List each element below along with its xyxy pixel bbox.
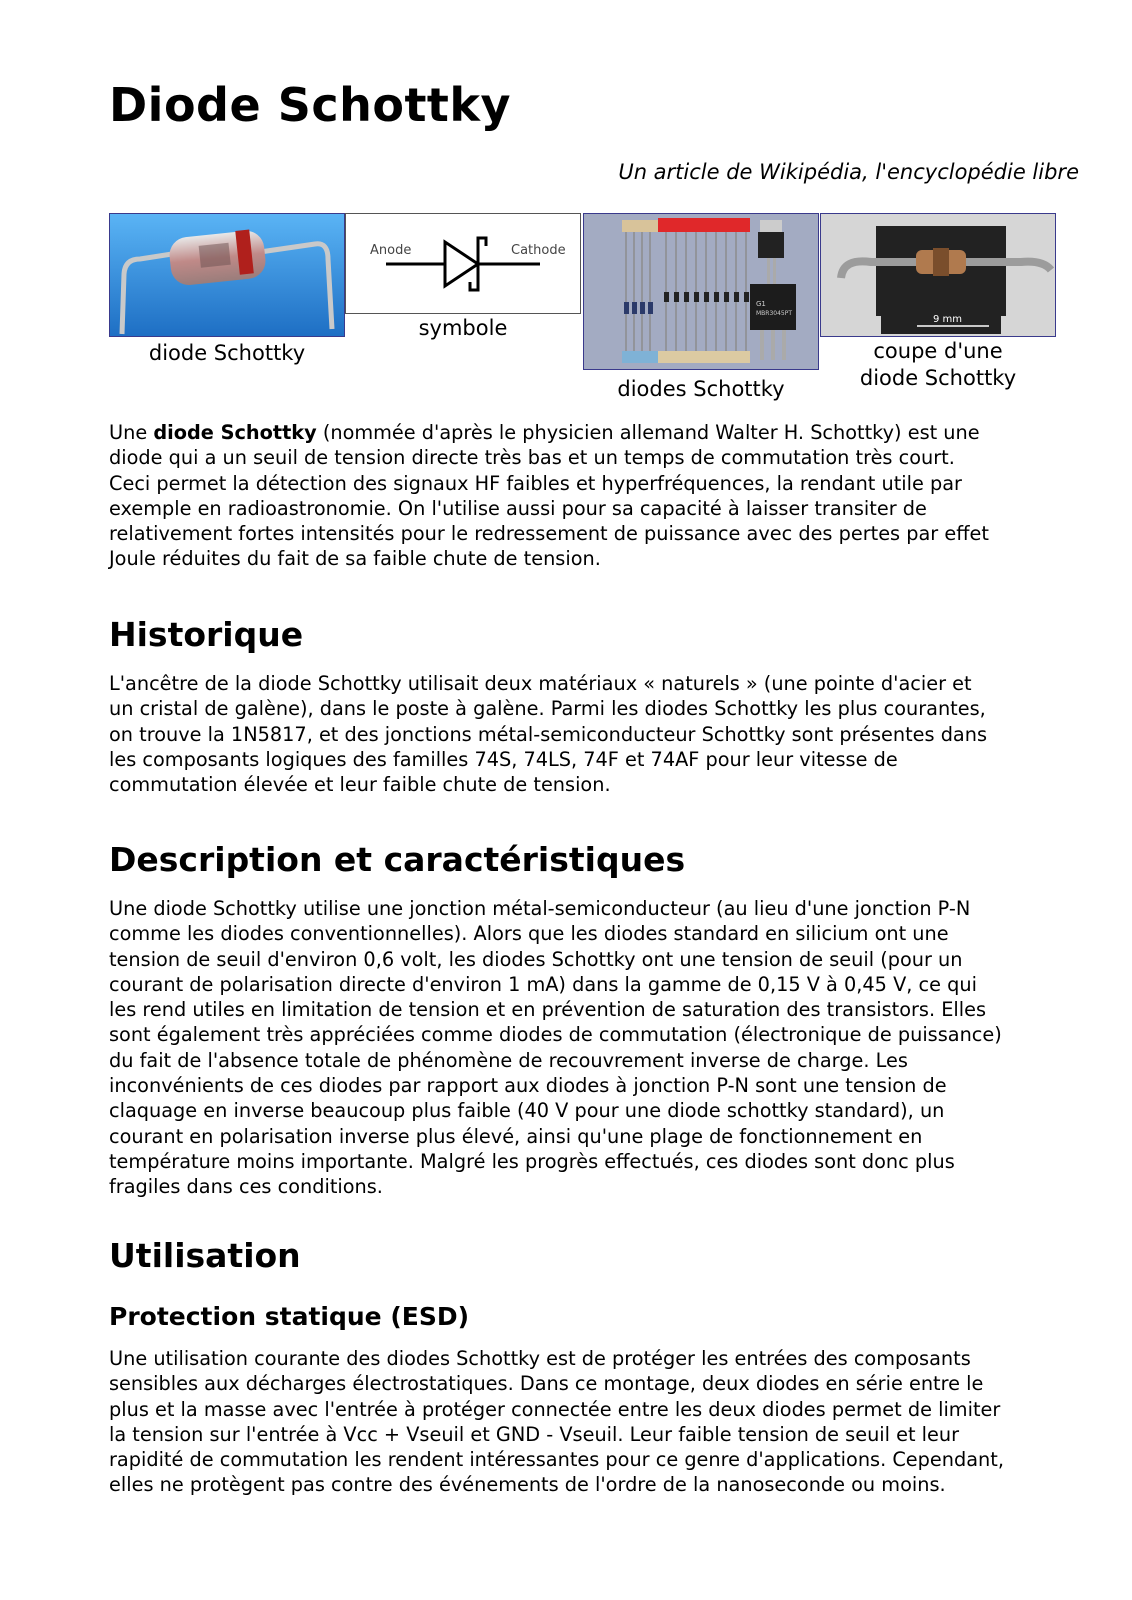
anode-label: Anode bbox=[370, 243, 412, 258]
glass-diode-photo-icon[interactable] bbox=[109, 213, 345, 337]
intro-line: relativement fortes intensités pour le redressement de puissance avec des pertes par effet bbox=[109, 522, 989, 546]
paragraph-line: courant de polarisation directe d'environ 1 mA) dans la gamme de 0,15 V à 0,45 V, ce qui bbox=[109, 972, 977, 996]
figure-caption bbox=[820, 338, 1056, 392]
section-heading-description: Description et caractéristiques bbox=[109, 840, 686, 879]
paragraph-line: on trouve la 1N5817, et des jonctions métal-semiconducteur Schottky sont présentes dans bbox=[109, 722, 988, 746]
diode-symbol-icon[interactable] bbox=[345, 213, 581, 314]
figure-cross-section bbox=[820, 213, 1056, 392]
paragraph-line: fragiles dans ces conditions. bbox=[109, 1175, 383, 1199]
scale-label: 9 mm bbox=[933, 314, 963, 325]
paragraph-line: Une utilisation courante des diodes Schottky est de protéger les entrées des composants bbox=[109, 1347, 971, 1370]
page-subtitle: Un article de Wikipédia, l'encyclopédie libre bbox=[618, 160, 1079, 184]
intro-paragraph bbox=[109, 420, 1079, 572]
figure-caption-line: coupe d'une bbox=[873, 339, 1003, 363]
package-marking-2: MBR3045PT bbox=[756, 310, 793, 317]
paragraph-line: L'ancêtre de la diode Schottky utilisait deux matériaux « naturels » (une pointe d'acier et bbox=[109, 672, 972, 695]
paragraph-line: température moins importante. Malgré les progrès effectués, ces diodes sont donc plus bbox=[109, 1149, 955, 1173]
intro-rest: (nommée d'après le physicien allemand Walter H. Schottky) est une bbox=[316, 421, 980, 444]
intro-prefix: Une bbox=[109, 421, 154, 444]
page-title: Diode Schottky bbox=[109, 78, 511, 132]
figure-diodes-assortment bbox=[583, 213, 819, 403]
figure-diode-symbol bbox=[345, 213, 581, 342]
paragraph-line: claquage en inverse beaucoup plus faible (40 V pour une diode schottky standard), un bbox=[109, 1099, 945, 1123]
paragraph-line: plus et la masse avec l'entrée à protéger connectée entre les deux diodes permet de limiter bbox=[109, 1397, 1001, 1421]
intro-line: Joule réduites du fait de sa faible chute de tension. bbox=[109, 547, 601, 571]
paragraph-line: inconvénients de ces diodes par rapport aux diodes à jonction P-N sont une tension de bbox=[109, 1074, 947, 1098]
figure-caption: diode Schottky bbox=[148, 341, 306, 365]
paragraph-line: commutation élevée et leur faible chute de tension. bbox=[109, 773, 611, 797]
figure-diode-photo bbox=[109, 213, 345, 367]
paragraph-line: courant en polarisation inverse plus élevé, ainsi qu'une plage de fonctionnement en bbox=[109, 1124, 923, 1148]
paragraph-line: sensibles aux décharges électrostatiques. Dans ce montage, deux diodes en série entre le bbox=[109, 1372, 984, 1396]
intro-line: diode qui a un seuil de tension directe très bas et un temps de commutation très court. bbox=[109, 446, 955, 470]
intro-line: exemple en radioastronomie. On l'utilise aussi pour sa capacité à laisser transiter de bbox=[109, 496, 927, 520]
diode-cross-section-photo-icon[interactable] bbox=[820, 213, 1056, 337]
utilisation-paragraph bbox=[109, 1346, 1079, 1498]
paragraph-line: Une diode Schottky utilise une jonction métal-semiconducteur (au lieu d'une jonction P-N bbox=[109, 897, 971, 920]
paragraph-line: comme les diodes conventionnelles). Alors que les diodes standard en silicium ont une bbox=[109, 922, 949, 946]
section-heading-historique: Historique bbox=[109, 615, 304, 654]
intro-term: diode Schottky bbox=[153, 421, 317, 444]
paragraph-line: la tension sur l'entrée à Vcc + Vseuil et GND - Vseuil. Leur faible tension de seuil et leur bbox=[109, 1422, 960, 1446]
historique-paragraph bbox=[109, 671, 1079, 797]
subsection-heading-esd: Protection statique (ESD) bbox=[109, 1302, 470, 1331]
paragraph-line: tension de seuil d'environ 0,6 volt, les diodes Schottky ont une tension de seuil (pour un bbox=[109, 947, 963, 971]
figure-caption: symbole bbox=[418, 316, 508, 340]
paragraph-line: sont également très appréciées comme diodes de commutation (électronique de puissance) bbox=[109, 1023, 1002, 1047]
figure-caption: diodes Schottky bbox=[617, 377, 785, 401]
paragraph-line: les composants logiques des familles 74S, 74LS, 74F et 74AF pour leur vitesse de bbox=[109, 747, 898, 771]
description-paragraph bbox=[109, 896, 1079, 1200]
paragraph-line: elles ne protègent pas contre des événements de l'ordre de la nanoseconde ou moins. bbox=[109, 1473, 946, 1497]
section-heading-utilisation: Utilisation bbox=[109, 1236, 301, 1275]
intro-line: Ceci permet la détection des signaux HF faibles et hyperfréquences, la rendant utile par bbox=[109, 471, 962, 495]
package-marking-1: G1 bbox=[756, 300, 766, 308]
diode-assortment-photo-icon[interactable] bbox=[583, 213, 819, 370]
paragraph-line: du fait de l'absence totale de phénomène de recouvrement inverse de charge. Les bbox=[109, 1048, 908, 1072]
paragraph-line: les rend utiles en limitation de tension et en prévention de saturation des transistors. Elles bbox=[109, 998, 987, 1022]
paragraph-line: un cristal de galène), dans le poste à galène. Parmi les diodes Schottky les plus courantes, bbox=[109, 697, 986, 721]
cathode-label: Cathode bbox=[511, 243, 566, 258]
figure-caption-line: diode Schottky bbox=[859, 366, 1017, 390]
intro-line bbox=[109, 420, 1079, 445]
paragraph-line: rapidité de commutation les rendent intéressantes pour ce genre d'applications. Cependant, bbox=[109, 1448, 1004, 1472]
